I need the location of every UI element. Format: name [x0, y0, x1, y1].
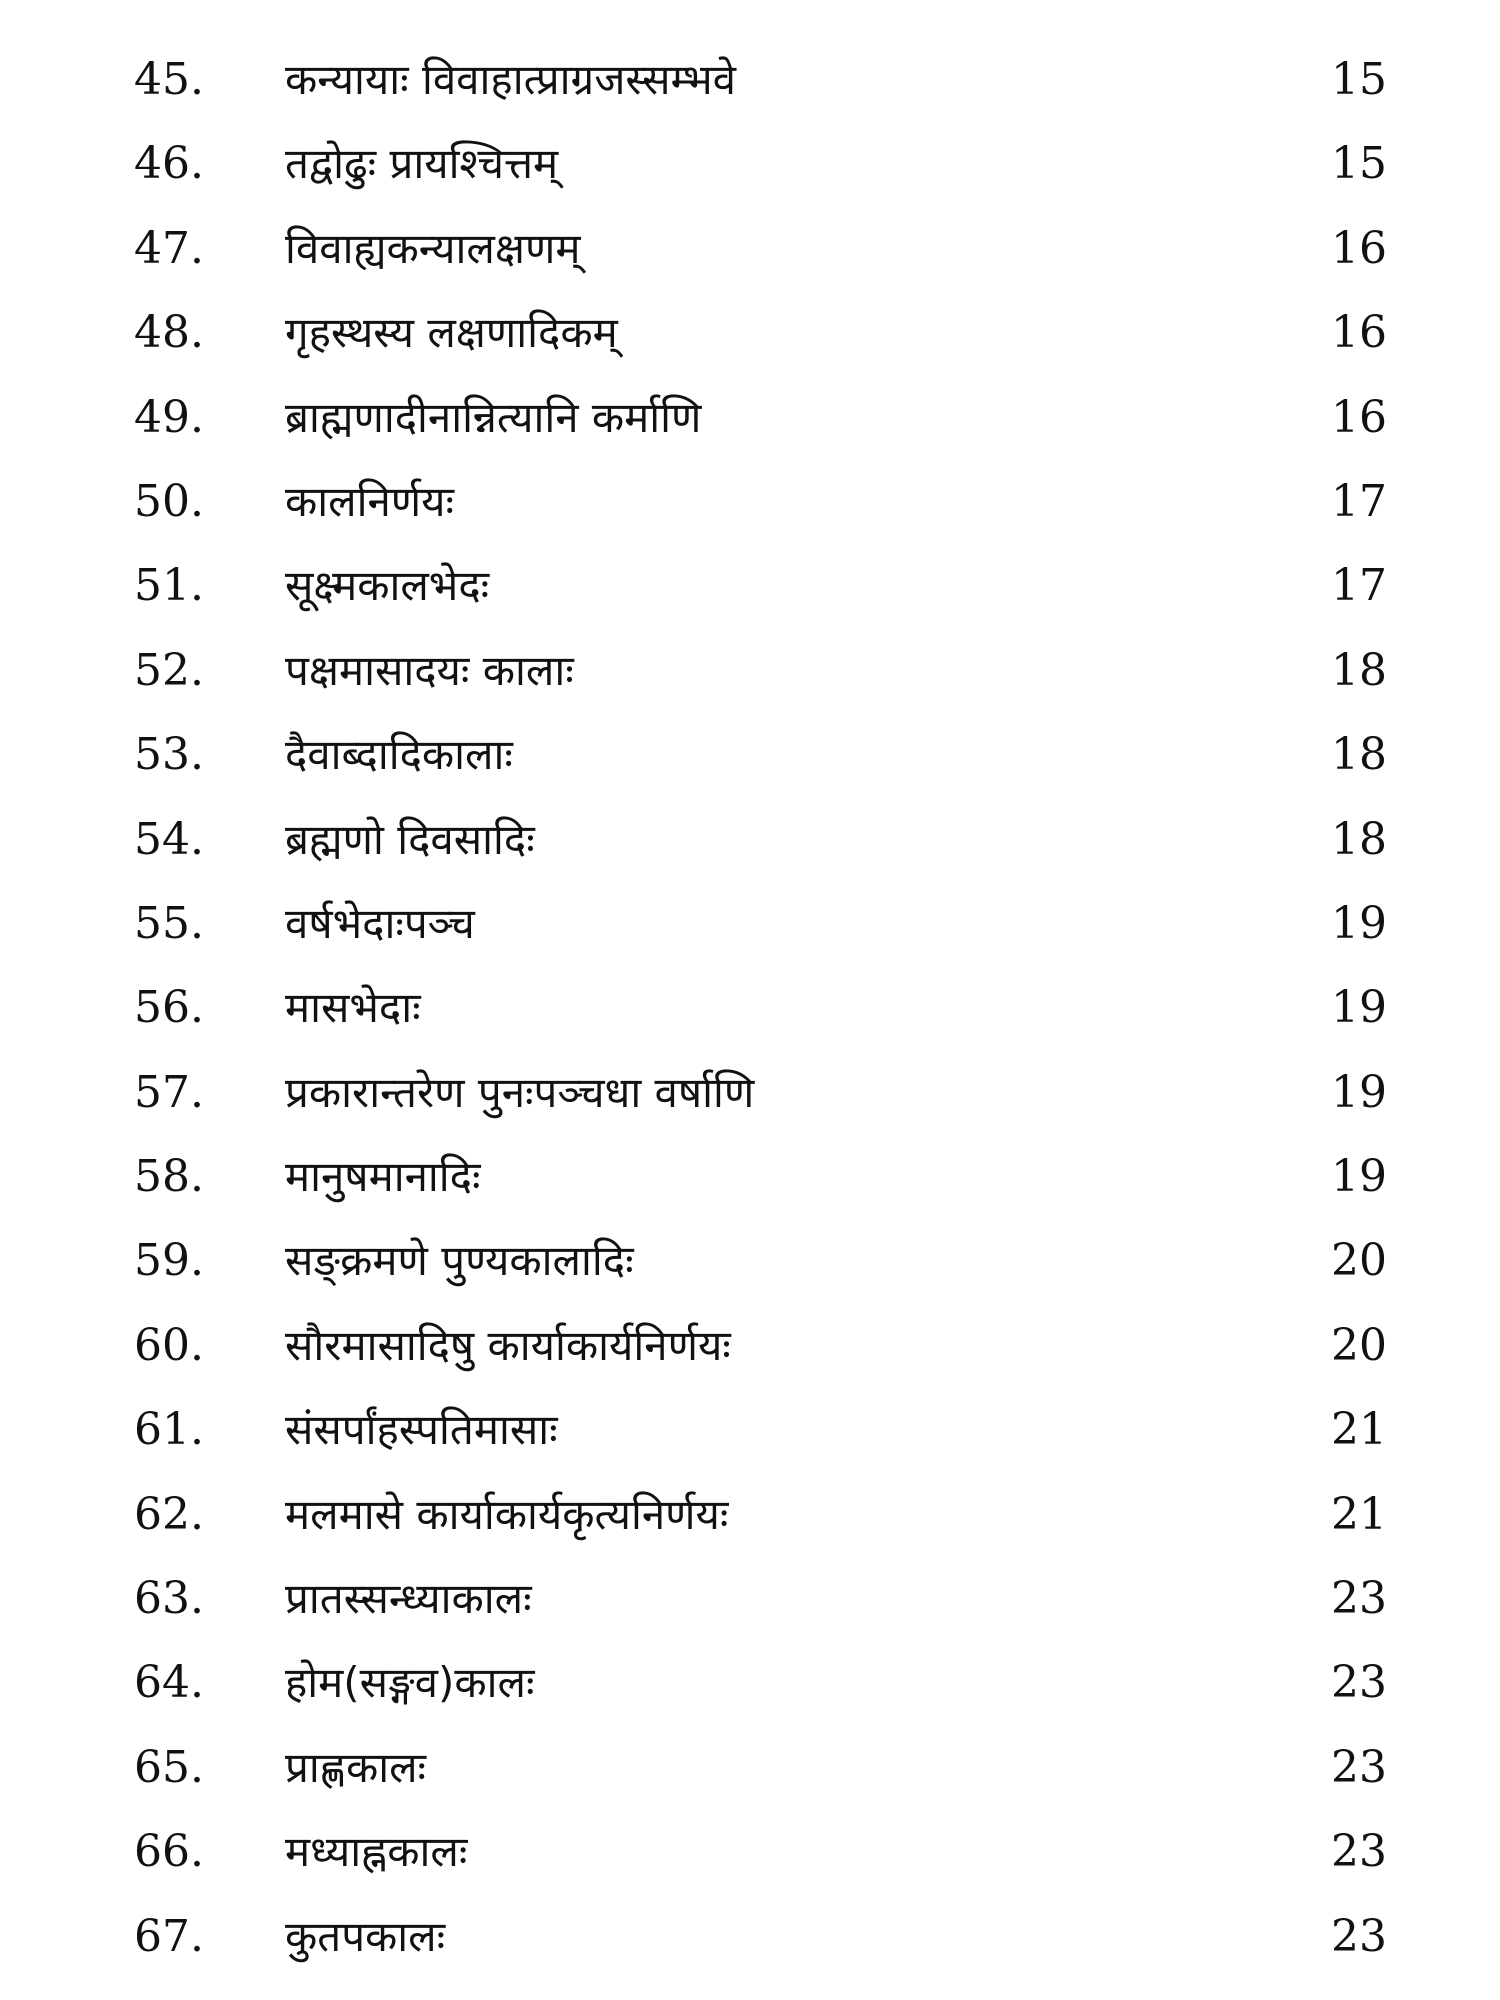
- entry-number: 51.: [134, 560, 204, 612]
- toc-entry: [0, 1726, 1500, 1810]
- toc-entry: [0, 460, 1500, 544]
- toc-entry: [0, 1557, 1500, 1641]
- entry-title: मलमासे कार्याकार्यकृत्यनिर्णयः: [285, 1489, 729, 1539]
- toc-entry: [0, 1304, 1500, 1388]
- toc-entry: [0, 1051, 1500, 1135]
- entry-title: सङ्क्रमणे पुण्यकालादिः: [285, 1236, 634, 1286]
- entry-page-number: 23: [1331, 1657, 1387, 1709]
- entry-page-number: 18: [1331, 813, 1387, 865]
- toc-entry: [0, 1810, 1500, 1894]
- toc-entry: [0, 1895, 1500, 1979]
- entry-number: 56.: [134, 982, 204, 1034]
- entry-number: 46.: [134, 138, 204, 190]
- entry-number: 62.: [134, 1488, 204, 1540]
- entry-number: 48.: [134, 307, 204, 359]
- entry-number: 52.: [134, 644, 204, 696]
- toc-entry: [0, 798, 1500, 882]
- entry-title: मानुषमानादिः: [285, 1152, 481, 1202]
- entry-title: ब्रह्मणो दिवसादिः: [285, 814, 535, 864]
- entry-page-number: 18: [1331, 729, 1387, 781]
- entry-title: कालनिर्णयः: [285, 476, 455, 526]
- entry-number: 55.: [134, 897, 204, 949]
- entry-title: होम(सङ्गव)कालः: [285, 1658, 535, 1708]
- entry-page-number: 18: [1331, 644, 1387, 696]
- entry-number: 66.: [134, 1826, 204, 1878]
- entry-page-number: 16: [1331, 391, 1387, 443]
- entry-number: 64.: [134, 1657, 204, 1709]
- entry-number: 50.: [134, 475, 204, 527]
- entry-number: 57.: [134, 1066, 204, 1118]
- toc-entry: [0, 1388, 1500, 1472]
- entry-page-number: 21: [1331, 1488, 1387, 1540]
- toc-entry: [0, 544, 1500, 628]
- entry-number: 53.: [134, 729, 204, 781]
- entry-title: विवाह्यकन्यालक्षणम्: [285, 223, 581, 273]
- entry-page-number: 19: [1331, 1151, 1387, 1203]
- entry-title: ब्राह्मणादीनान्नित्यानि कर्माणि: [285, 392, 702, 442]
- toc-entry: [0, 1641, 1500, 1725]
- entry-page-number: 23: [1331, 1826, 1387, 1878]
- entry-page-number: 15: [1331, 54, 1387, 105]
- entry-title: कन्यायाः विवाहात्प्राग्रजस्सम्भवे: [285, 55, 737, 104]
- entry-page-number: 16: [1331, 222, 1387, 274]
- toc-entry: [0, 38, 1500, 122]
- toc-entry: [0, 291, 1500, 375]
- entry-number: 61.: [134, 1404, 204, 1456]
- entry-page-number: 17: [1331, 475, 1387, 527]
- entry-page-number: 15: [1331, 138, 1387, 190]
- table-of-contents: [0, 38, 1500, 1979]
- entry-page-number: 20: [1331, 1235, 1387, 1287]
- toc-entry: [0, 1473, 1500, 1557]
- entry-title: कुतपकालः: [285, 1911, 446, 1961]
- toc-entry: [0, 713, 1500, 797]
- entry-number: 47.: [134, 222, 204, 274]
- entry-page-number: 19: [1331, 897, 1387, 949]
- toc-entry: [0, 1219, 1500, 1303]
- entry-number: 54.: [134, 813, 204, 865]
- toc-entry: [0, 629, 1500, 713]
- entry-title: प्राह्णकालः: [285, 1742, 427, 1792]
- entry-title: संसर्पांहस्पतिमासाः: [285, 1405, 558, 1455]
- toc-entry: [0, 122, 1500, 206]
- entry-page-number: 20: [1331, 1319, 1387, 1371]
- entry-title: गृहस्थस्य लक्षणादिकम्: [285, 308, 618, 358]
- toc-entry: [0, 207, 1500, 291]
- entry-title: तद्वोढुः प्रायश्चित्तम्: [285, 139, 559, 189]
- entry-title: प्रातस्सन्ध्याकालः: [285, 1574, 532, 1624]
- entry-page-number: 21: [1331, 1404, 1387, 1456]
- entry-number: 59.: [134, 1235, 204, 1287]
- entry-number: 67.: [134, 1910, 204, 1962]
- entry-title: सूक्ष्मकालभेदः: [285, 561, 490, 611]
- entry-title: वर्षभेदाःपञ्च: [285, 898, 475, 948]
- entry-title: प्रकारान्तरेण पुनःपञ्चधा वर्षाणि: [285, 1067, 755, 1117]
- entry-page-number: 23: [1331, 1910, 1387, 1962]
- entry-page-number: 23: [1331, 1573, 1387, 1625]
- entry-title: दैवाब्दादिकालाः: [285, 730, 513, 780]
- entry-page-number: 17: [1331, 560, 1387, 612]
- toc-entry: [0, 1135, 1500, 1219]
- entry-title: पक्षमासादयः कालाः: [285, 645, 574, 695]
- entry-number: 45.: [134, 54, 204, 105]
- entry-title: मध्याह्नकालः: [285, 1827, 468, 1877]
- entry-page-number: 23: [1331, 1741, 1387, 1793]
- toc-entry: [0, 882, 1500, 966]
- entry-page-number: 19: [1331, 1066, 1387, 1118]
- entry-page-number: 16: [1331, 307, 1387, 359]
- entry-number: 49.: [134, 391, 204, 443]
- entry-number: 63.: [134, 1573, 204, 1625]
- toc-entry: [0, 966, 1500, 1050]
- entry-title: सौरमासादिषु कार्याकार्यनिर्णयः: [285, 1320, 731, 1370]
- entry-number: 65.: [134, 1741, 204, 1793]
- entry-number: 60.: [134, 1319, 204, 1371]
- toc-entry: [0, 376, 1500, 460]
- entry-page-number: 19: [1331, 982, 1387, 1034]
- entry-title: मासभेदाः: [285, 983, 421, 1033]
- entry-number: 58.: [134, 1151, 204, 1203]
